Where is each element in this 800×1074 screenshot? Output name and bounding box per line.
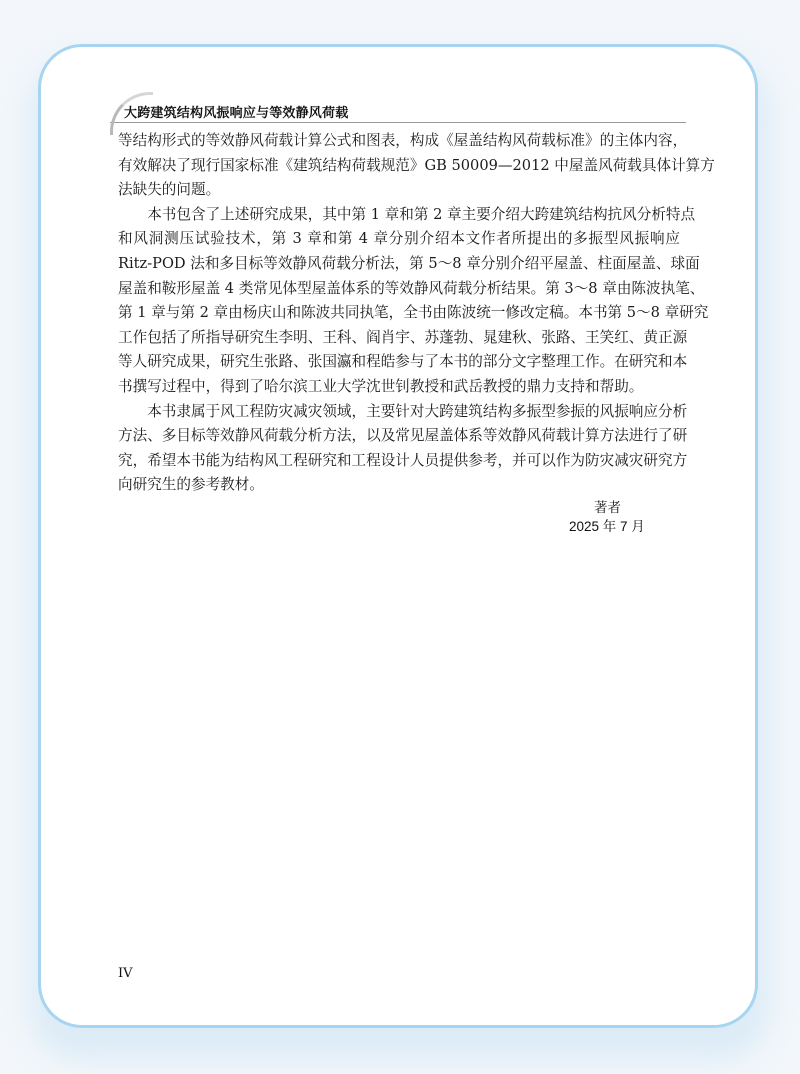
text-line: 方法、多目标等效静风荷载分析方法，以及常见屋盖体系等效静风荷载计算方法进行了研 bbox=[118, 427, 688, 445]
signature-date: 2025 年 7 月 bbox=[569, 519, 645, 534]
text-line: 本书隶属于风工程防灾减灾领域，主要针对大跨建筑结构多振型参振的风振响应分析 bbox=[118, 402, 688, 420]
text-line: 等结构形式的等效静风荷载计算公式和图表，构成《屋盖结构风荷载标准》的主体内容， bbox=[118, 132, 688, 149]
body-text bbox=[118, 129, 715, 498]
paragraph bbox=[118, 400, 688, 498]
page-number: IV bbox=[118, 966, 133, 981]
text-line: 书撰写过程中，得到了哈尔滨工业大学沈世钊教授和武岳教授的鼎力支持和帮助。 bbox=[118, 377, 644, 395]
text-line: 屋盖和鞍形屋盖 4 类常见体型屋盖体系的等效静风荷载分析结果。第 3～8 章由陈波执笔、 bbox=[118, 279, 705, 297]
text-line: 本书包含了上述研究成果，其中第 1 章和第 2 章主要介绍大跨建筑结构抗风分析特点 bbox=[118, 205, 696, 223]
text-line: 有效解决了现行国家标准《建筑结构荷载规范》GB 50009—2012 中屋盖风荷载具体计算方 bbox=[118, 156, 715, 174]
text-line: 工作包括了所指导研究生李明、王科、阎肖宇、苏蓬勃、晁建秋、张路、王笑红、黄正源 bbox=[118, 328, 688, 346]
text-line: Ritz-POD 法和多目标等效静风荷载分析法，第 5～8 章分别介绍平屋盖、柱面屋盖、球面 bbox=[118, 254, 700, 272]
paragraph bbox=[118, 129, 715, 203]
running-title: 大跨建筑结构风振响应与等效静风荷载 bbox=[124, 106, 349, 121]
text-line: 法缺失的问题。 bbox=[118, 181, 221, 199]
text-line: 究，希望本书能为结构风工程研究和工程设计人员提供参考，并可以作为防灾减灾研究方 bbox=[118, 451, 688, 469]
signature-author: 著者 bbox=[594, 500, 621, 515]
running-header bbox=[110, 96, 686, 123]
text-line: 向研究生的参考教材。 bbox=[118, 476, 264, 494]
text-line: 第 1 章与第 2 章由杨庆山和陈波共同执笔，全书由陈波统一修改定稿。本书第 5～8 章研究 bbox=[118, 304, 709, 322]
paragraph bbox=[118, 203, 709, 400]
text-line: 等人研究成果，研究生张路、张国瀛和程皓参与了本书的部分文字整理工作。在研究和本 bbox=[118, 353, 688, 371]
text-line: 和风洞测压试验技术，第 3 章和第 4 章分别介绍本文作者所提出的多振型风振响应 bbox=[118, 230, 680, 248]
